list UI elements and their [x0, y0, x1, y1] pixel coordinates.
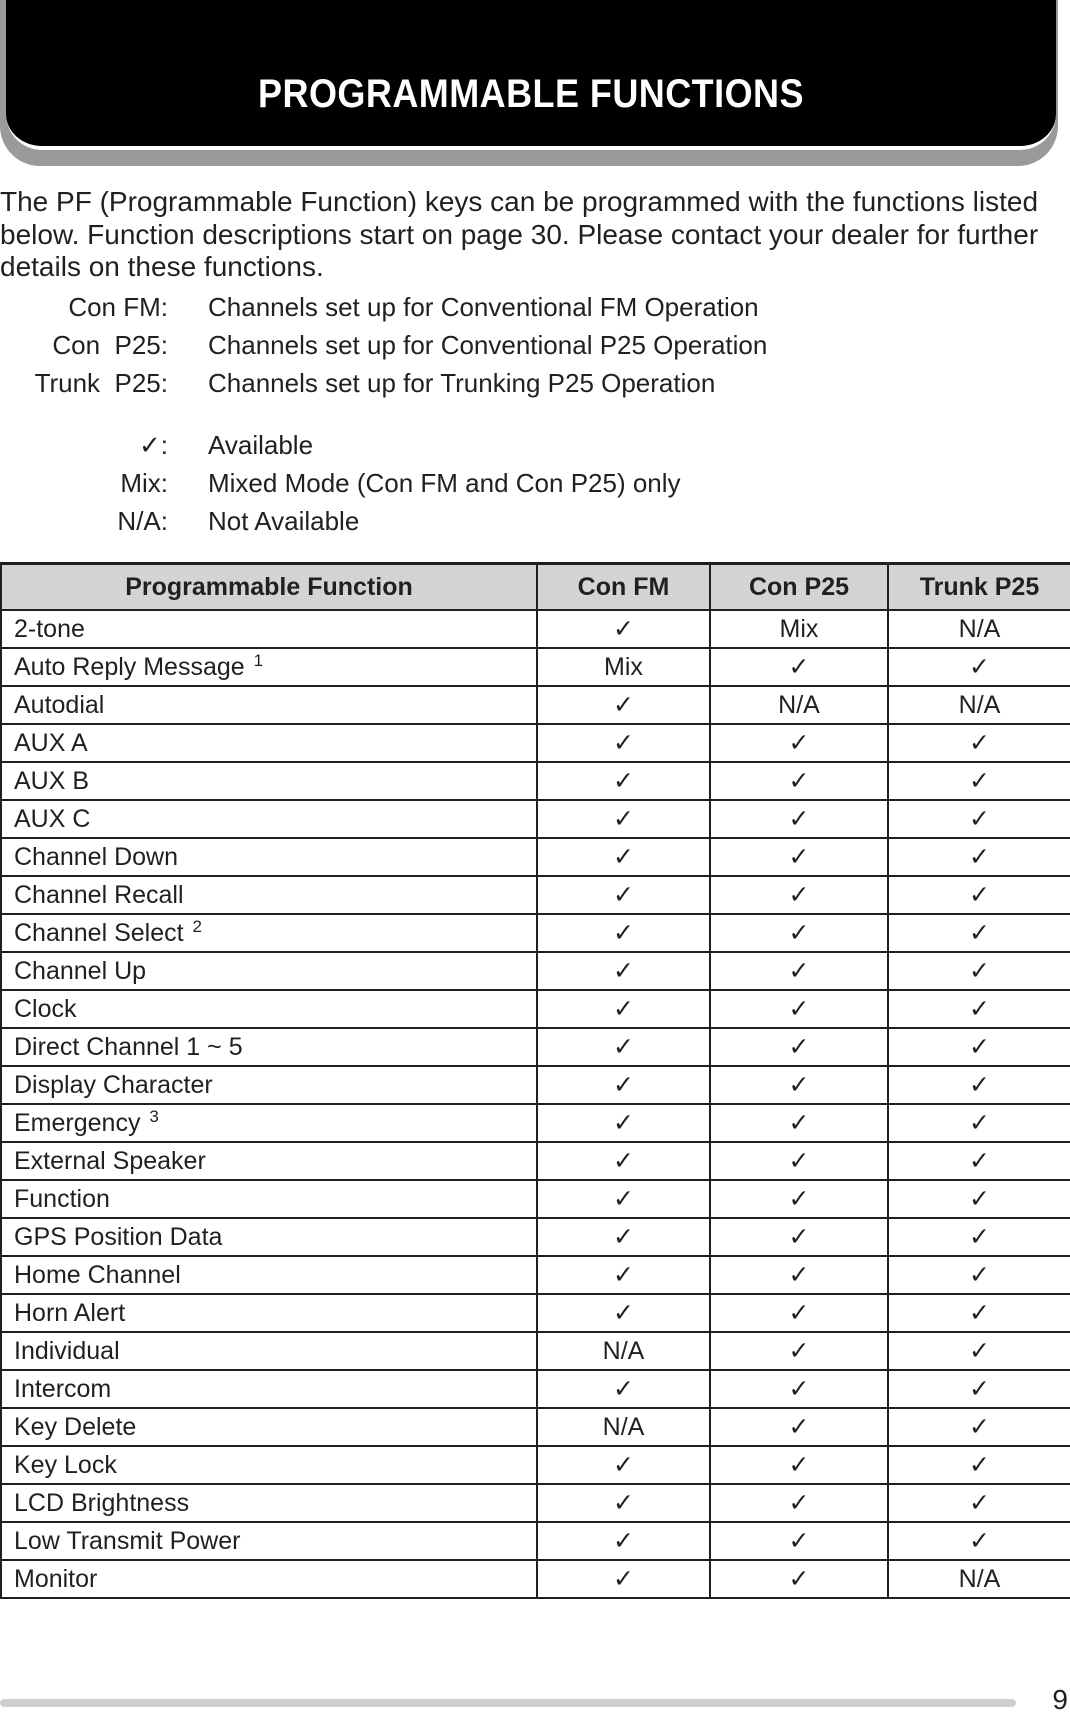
- con-p25-cell: ✓: [710, 1104, 888, 1142]
- table-row: [1, 914, 1070, 952]
- footnote-marker: 2: [192, 916, 202, 936]
- con-fm-cell: ✓: [537, 1370, 710, 1408]
- con-fm-cell: ✓: [537, 1180, 710, 1218]
- table-row: [1, 800, 1070, 838]
- trunk-p25-cell: ✓: [888, 1256, 1070, 1294]
- definitions-list: [0, 288, 900, 540]
- table-row: [1, 1180, 1070, 1218]
- con-fm-cell: ✓: [537, 1522, 710, 1560]
- page-header: [6, 0, 1056, 150]
- function-name: Display Character: [14, 1070, 213, 1099]
- legend-term: Mix:: [120, 468, 168, 498]
- function-name-cell: [1, 1180, 537, 1218]
- table-row: [1, 952, 1070, 990]
- table-row: [1, 724, 1070, 762]
- table-row: [1, 1104, 1070, 1142]
- trunk-p25-cell: ✓: [888, 724, 1070, 762]
- con-p25-cell: ✓: [710, 724, 888, 762]
- function-name: Channel Up: [14, 956, 147, 985]
- function-name-cell: [1, 876, 537, 914]
- con-p25-cell: ✓: [710, 1294, 888, 1332]
- con-p25-cell: ✓: [710, 1332, 888, 1370]
- function-name-cell: [1, 1294, 537, 1332]
- table-row: [1, 1560, 1070, 1598]
- function-name: 2-tone: [14, 614, 85, 643]
- con-fm-cell: ✓: [537, 914, 710, 952]
- function-name-cell: [1, 762, 537, 800]
- function-name-cell: [1, 1142, 537, 1180]
- function-name: Monitor: [14, 1564, 98, 1593]
- trunk-p25-cell: ✓: [888, 1294, 1070, 1332]
- function-name: AUX B: [14, 766, 90, 795]
- trunk-p25-cell: ✓: [888, 1522, 1070, 1560]
- definition-row: [0, 288, 900, 326]
- con-fm-cell: ✓: [537, 1028, 710, 1066]
- function-name-cell: [1, 1028, 537, 1066]
- trunk-p25-cell: ✓: [888, 1446, 1070, 1484]
- function-name-cell: [1, 724, 537, 762]
- con-fm-cell: ✓: [537, 1142, 710, 1180]
- table-row: [1, 1522, 1070, 1560]
- table-row: [1, 648, 1070, 686]
- con-fm-cell: ✓: [537, 1104, 710, 1142]
- definition-term: Con P25:: [52, 330, 168, 360]
- table-row: [1, 1370, 1070, 1408]
- trunk-p25-cell: ✓: [888, 876, 1070, 914]
- function-name: Emergency: [14, 1108, 141, 1137]
- functions-table: [0, 562, 1070, 1599]
- function-name-cell: [1, 952, 537, 990]
- con-fm-cell: N/A: [537, 1332, 710, 1370]
- con-p25-cell: Mix: [710, 610, 888, 648]
- function-name: Channel Recall: [14, 880, 184, 909]
- function-name-cell: [1, 1522, 537, 1560]
- function-name-cell: [1, 1560, 537, 1598]
- function-name-cell: [1, 648, 537, 686]
- table-row: [1, 990, 1070, 1028]
- table-row: [1, 1332, 1070, 1370]
- table-row: [1, 1408, 1070, 1446]
- table-row: [1, 1484, 1070, 1522]
- function-name-cell: [1, 1370, 537, 1408]
- footer-bar: [0, 1699, 1016, 1707]
- trunk-p25-cell: ✓: [888, 762, 1070, 800]
- con-p25-cell: ✓: [710, 1142, 888, 1180]
- function-name: Auto Reply Message: [14, 652, 245, 681]
- con-fm-cell: ✓: [537, 1066, 710, 1104]
- function-name: Low Transmit Power: [14, 1526, 241, 1555]
- trunk-p25-cell: N/A: [888, 610, 1070, 648]
- table-row: [1, 1446, 1070, 1484]
- table-row: [1, 1066, 1070, 1104]
- page-number: 9: [1052, 1684, 1068, 1715]
- con-p25-cell: ✓: [710, 838, 888, 876]
- table-row: [1, 686, 1070, 724]
- con-p25-cell: ✓: [710, 876, 888, 914]
- con-p25-cell: ✓: [710, 648, 888, 686]
- trunk-p25-cell: ✓: [888, 1408, 1070, 1446]
- function-name: Key Lock: [14, 1450, 117, 1479]
- definition-term: Trunk P25:: [34, 368, 168, 398]
- table-row: [1, 1142, 1070, 1180]
- trunk-p25-cell: ✓: [888, 800, 1070, 838]
- con-p25-cell: ✓: [710, 1180, 888, 1218]
- con-p25-cell: ✓: [710, 762, 888, 800]
- trunk-p25-cell: ✓: [888, 1180, 1070, 1218]
- legend-row: [0, 464, 900, 502]
- con-fm-cell: ✓: [537, 800, 710, 838]
- trunk-p25-cell: ✓: [888, 1218, 1070, 1256]
- trunk-p25-cell: ✓: [888, 914, 1070, 952]
- table-row: [1, 1028, 1070, 1066]
- con-fm-cell: ✓: [537, 838, 710, 876]
- column-header-function: Programmable Function: [1, 564, 537, 611]
- con-fm-cell: ✓: [537, 1484, 710, 1522]
- trunk-p25-cell: ✓: [888, 1142, 1070, 1180]
- con-p25-cell: ✓: [710, 1446, 888, 1484]
- definition-term: Con FM:: [68, 292, 168, 322]
- con-p25-cell: ✓: [710, 1408, 888, 1446]
- definition-description: Channels set up for Conventional FM Operation: [208, 292, 759, 322]
- table-row: [1, 838, 1070, 876]
- function-name-cell: [1, 800, 537, 838]
- con-p25-cell: ✓: [710, 1484, 888, 1522]
- table-row: [1, 1218, 1070, 1256]
- con-fm-cell: ✓: [537, 610, 710, 648]
- function-name: Horn Alert: [14, 1298, 126, 1327]
- con-fm-cell: ✓: [537, 762, 710, 800]
- trunk-p25-cell: ✓: [888, 838, 1070, 876]
- intro-paragraph: The PF (Programmable Function) keys can be programmed with the functions listed below. Function descriptions start on page 30. Please contact your dealer for further details on these functions.: [0, 186, 1039, 282]
- table-row: [1, 762, 1070, 800]
- function-name-cell: [1, 1484, 537, 1522]
- function-name-cell: [1, 1104, 537, 1142]
- con-p25-cell: ✓: [710, 914, 888, 952]
- table-row: [1, 1256, 1070, 1294]
- legend-term: N/A:: [117, 506, 168, 536]
- con-fm-cell: N/A: [537, 1408, 710, 1446]
- table-header-row: [1, 564, 1070, 611]
- function-name-cell: [1, 914, 537, 952]
- trunk-p25-cell: ✓: [888, 1370, 1070, 1408]
- function-name: GPS Position Data: [14, 1222, 223, 1251]
- footnote-marker: 1: [253, 650, 264, 670]
- con-fm-cell: ✓: [537, 724, 710, 762]
- con-p25-cell: ✓: [710, 1522, 888, 1560]
- function-name-cell: [1, 1446, 537, 1484]
- column-header-con-p25: Con P25: [710, 564, 888, 611]
- function-name: LCD Brightness: [14, 1488, 190, 1517]
- column-header-trunk-p25: Trunk P25: [888, 564, 1070, 611]
- function-name: Individual: [14, 1336, 120, 1365]
- function-name: AUX A: [14, 728, 88, 757]
- table-row: [1, 610, 1070, 648]
- trunk-p25-cell: ✓: [888, 1332, 1070, 1370]
- function-name: Home Channel: [14, 1260, 181, 1289]
- page-title: PROGRAMMABLE FUNCTIONS: [258, 72, 804, 116]
- function-name-cell: [1, 1408, 537, 1446]
- con-p25-cell: N/A: [710, 686, 888, 724]
- function-name-cell: [1, 1332, 537, 1370]
- legend-description: Mixed Mode (Con FM and Con P25) only: [208, 468, 681, 498]
- con-fm-cell: ✓: [537, 952, 710, 990]
- function-name-cell: [1, 686, 537, 724]
- definition-description: Channels set up for Trunking P25 Operation: [208, 368, 716, 398]
- function-name-cell: [1, 610, 537, 648]
- legend-row: [0, 426, 900, 464]
- con-p25-cell: ✓: [710, 800, 888, 838]
- trunk-p25-cell: ✓: [888, 952, 1070, 990]
- trunk-p25-cell: ✓: [888, 1028, 1070, 1066]
- function-name: Intercom: [14, 1374, 112, 1403]
- function-name-cell: [1, 838, 537, 876]
- function-name: AUX C: [14, 804, 91, 833]
- definition-description: Channels set up for Conventional P25 Operation: [208, 330, 768, 360]
- legend-description: Not Available: [208, 506, 360, 536]
- con-fm-cell: ✓: [537, 1218, 710, 1256]
- trunk-p25-cell: ✓: [888, 1104, 1070, 1142]
- definition-row: [0, 364, 900, 402]
- function-name: Key Delete: [14, 1412, 137, 1441]
- table-row: [1, 876, 1070, 914]
- legend-term: ✓:: [138, 430, 168, 460]
- con-fm-cell: ✓: [537, 686, 710, 724]
- con-fm-cell: ✓: [537, 990, 710, 1028]
- trunk-p25-cell: N/A: [888, 686, 1070, 724]
- column-header-con-fm: Con FM: [537, 564, 710, 611]
- trunk-p25-cell: ✓: [888, 1484, 1070, 1522]
- con-p25-cell: ✓: [710, 1560, 888, 1598]
- function-name: Channel Down: [14, 842, 178, 871]
- con-p25-cell: ✓: [710, 1028, 888, 1066]
- footnote-marker: 3: [149, 1106, 159, 1126]
- con-fm-cell: ✓: [537, 1256, 710, 1294]
- trunk-p25-cell: ✓: [888, 1066, 1070, 1104]
- function-name: Autodial: [14, 690, 105, 719]
- function-name: Direct Channel 1 ~ 5: [14, 1032, 243, 1061]
- con-p25-cell: ✓: [710, 952, 888, 990]
- con-fm-cell: Mix: [537, 648, 710, 686]
- con-fm-cell: ✓: [537, 1446, 710, 1484]
- con-p25-cell: ✓: [710, 1370, 888, 1408]
- con-fm-cell: ✓: [537, 1294, 710, 1332]
- function-name-cell: [1, 990, 537, 1028]
- legend-row: [0, 502, 900, 540]
- table-row: [1, 1294, 1070, 1332]
- function-name: Channel Select: [14, 918, 184, 947]
- definition-row: [0, 326, 900, 364]
- function-name-cell: [1, 1218, 537, 1256]
- con-p25-cell: ✓: [710, 1066, 888, 1104]
- con-p25-cell: ✓: [710, 990, 888, 1028]
- function-name: External Speaker: [14, 1146, 206, 1175]
- table-body: [1, 610, 1070, 1598]
- definition-spacer: [0, 402, 900, 426]
- trunk-p25-cell: ✓: [888, 990, 1070, 1028]
- trunk-p25-cell: ✓: [888, 648, 1070, 686]
- function-name-cell: [1, 1066, 537, 1104]
- function-name-cell: [1, 1256, 537, 1294]
- function-name: Clock: [14, 994, 77, 1023]
- con-p25-cell: ✓: [710, 1256, 888, 1294]
- con-p25-cell: ✓: [710, 1218, 888, 1256]
- legend-description: Available: [208, 430, 314, 460]
- con-fm-cell: ✓: [537, 1560, 710, 1598]
- trunk-p25-cell: N/A: [888, 1560, 1070, 1598]
- con-fm-cell: ✓: [537, 876, 710, 914]
- function-name: Function: [14, 1184, 110, 1213]
